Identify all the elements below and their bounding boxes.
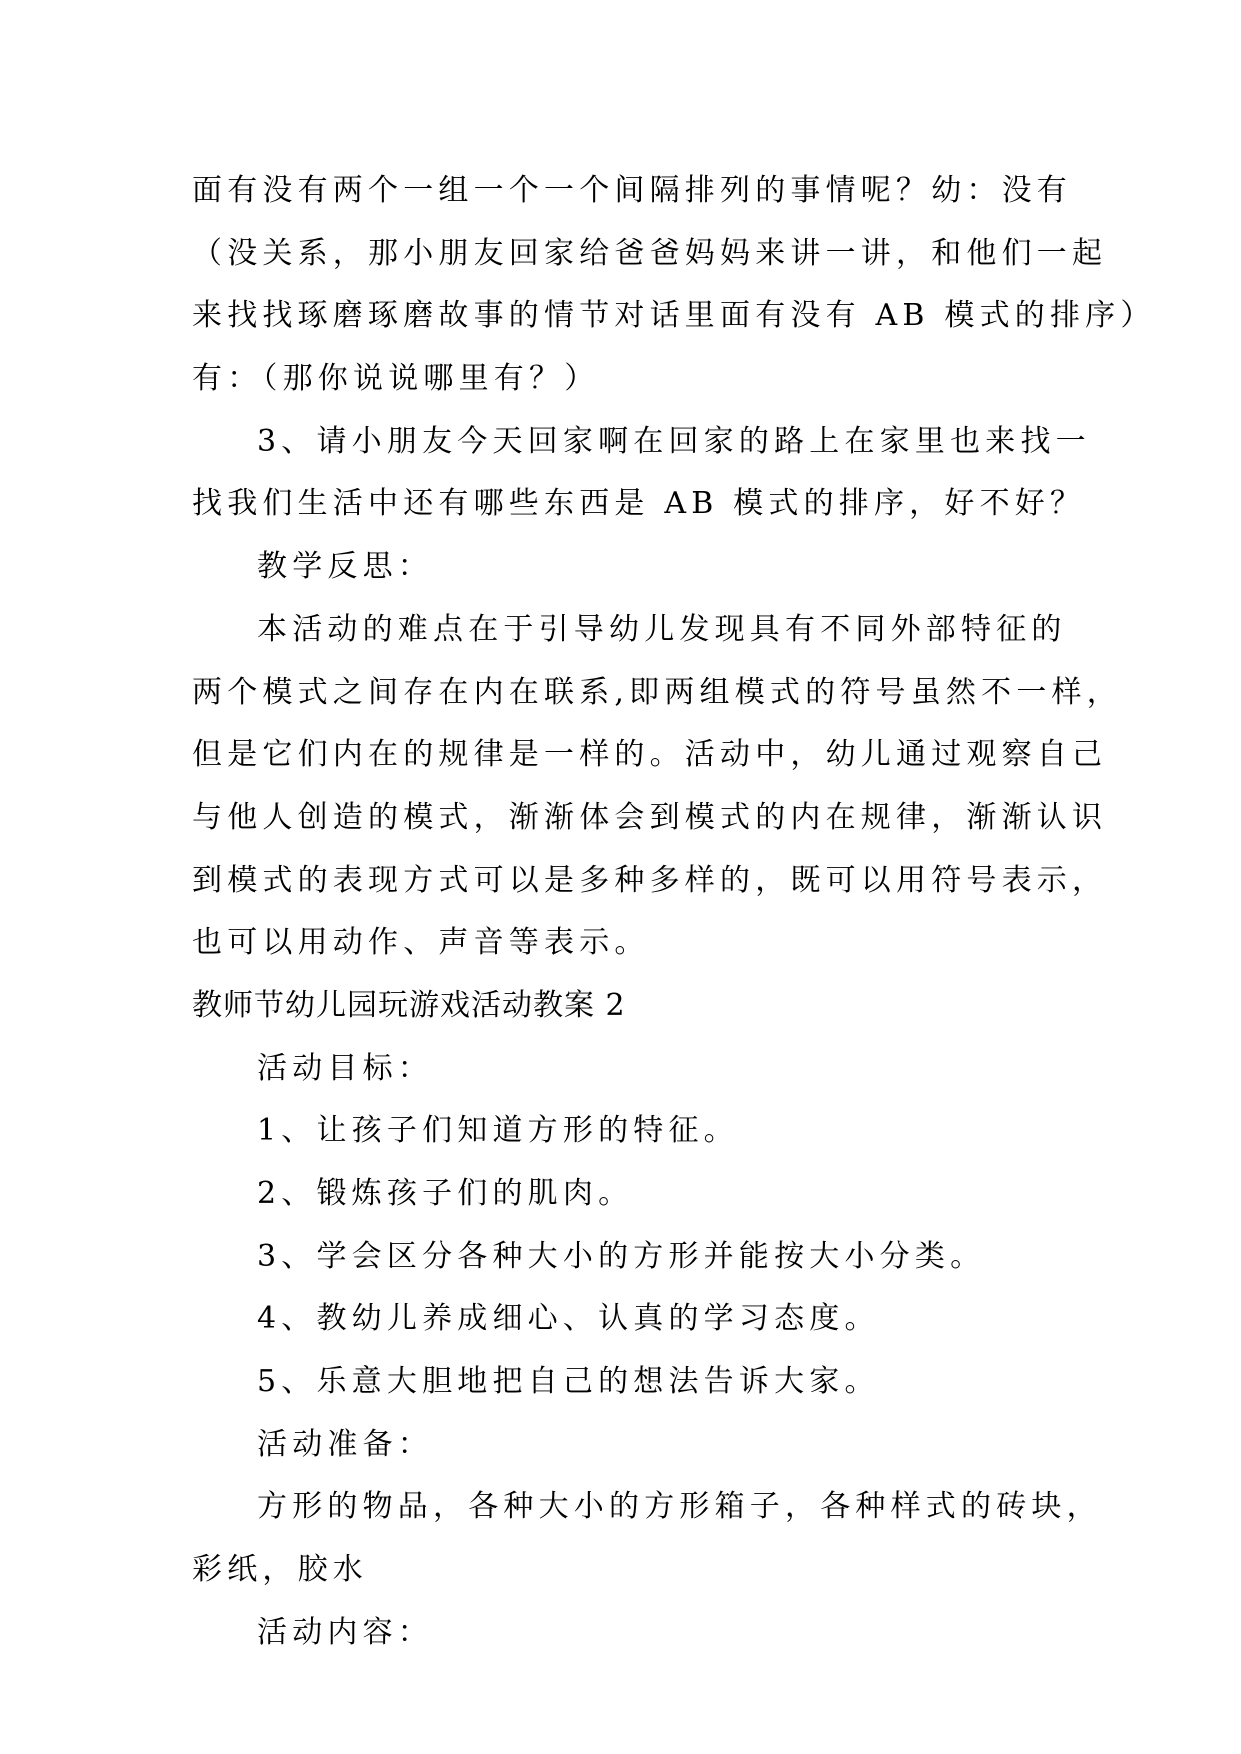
list-item: 1、让孩子们知道方形的特征。 — [257, 1113, 739, 1149]
list-item: 2、锻炼孩子们的肌肉。 — [257, 1176, 634, 1211]
text-line: 找我们生活中还有哪些东西是 AB 模式的排序，好不好？ — [192, 486, 1086, 522]
text-line: 到模式的表现方式可以是多种多样的，既可以用符号表示， — [192, 862, 1108, 898]
list-item: 4、教幼儿养成细心、认真的学习态度。 — [257, 1301, 880, 1337]
text-line: 3、请小朋友今天回家啊在回家的路上在家里也来找一 — [257, 423, 1091, 459]
section-label: 活动准备： — [257, 1426, 433, 1462]
section-label: 教学反思： — [257, 549, 433, 585]
list-item: 5、乐意大胆地把自己的想法告诉大家。 — [257, 1364, 880, 1400]
text-line: 但是它们内在的规律是一样的。活动中，幼儿通过观察自己 — [192, 737, 1108, 773]
text-line: 也可以用动作、声音等表示。 — [192, 925, 650, 961]
section-label: 活动内容： — [257, 1614, 433, 1650]
text-line: 与他人创造的模式，渐渐体会到模式的内在规律，渐渐认识 — [192, 799, 1108, 835]
text-line: 面有没有两个一组一个一个间隔排列的事情呢？幼：没有 — [192, 173, 1072, 208]
text-line: 有：（那你说说哪里有？） — [192, 361, 600, 397]
text-line: 两个模式之间存在内在联系,即两组模式的符号虽然不一样， — [192, 674, 1122, 710]
text-line: 方形的物品，各种大小的方形箱子，各种样式的砖块， — [257, 1489, 1102, 1525]
section-title: 教师节幼儿园玩游戏活动教案 2 — [192, 987, 626, 1023]
text-line: 彩纸，胶水 — [192, 1552, 368, 1588]
list-item: 3、学会区分各种大小的方形并能按大小分类。 — [257, 1238, 986, 1274]
section-label: 活动目标： — [257, 1050, 433, 1086]
text-line: 来找找琢磨琢磨故事的情节对话里面有没有 AB 模式的排序） — [192, 298, 1156, 334]
text-line: （没关系，那小朋友回家给爸爸妈妈来讲一讲，和他们一起 — [192, 235, 1108, 271]
text-line: 本活动的难点在于引导幼儿发现具有不同外部特征的 — [257, 611, 1067, 647]
document-body — [192, 160, 1156, 1665]
